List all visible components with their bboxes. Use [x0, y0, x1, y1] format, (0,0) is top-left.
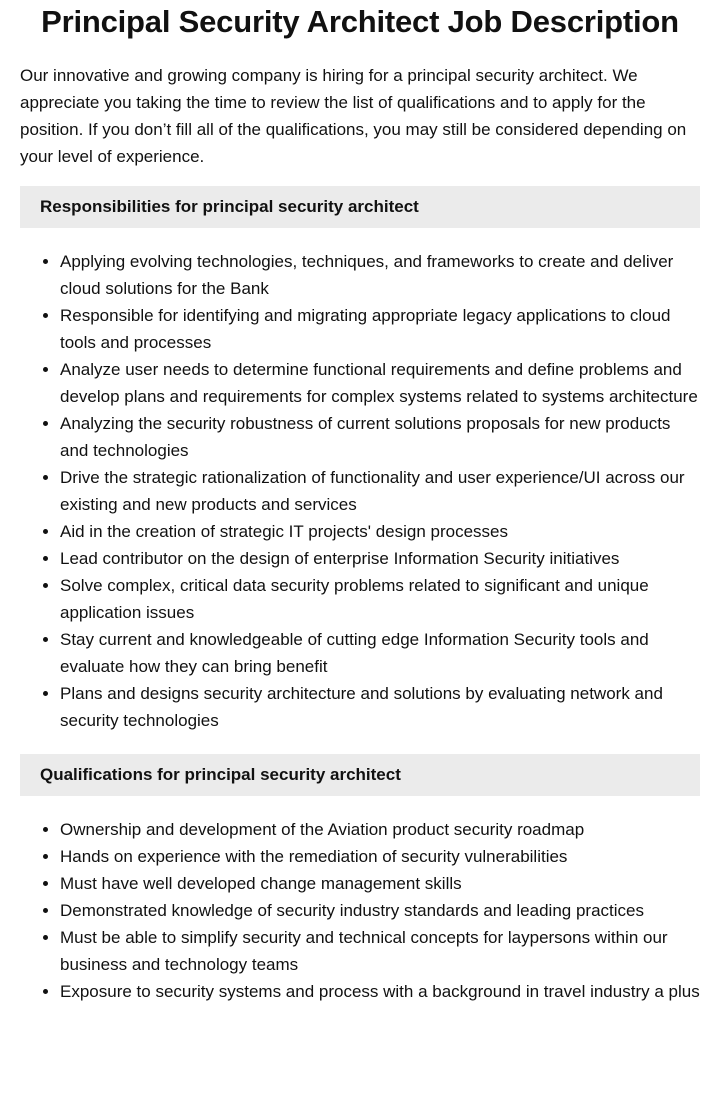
qualifications-list [20, 816, 700, 1005]
list-item: • Ownership and development of the Aviation product security roadmap [60, 816, 700, 843]
list-item: • Analyze user needs to determine functional requirements and define problems and develop plans and requirements for complex systems related to systems architecture [60, 356, 700, 410]
list-item: • Aid in the creation of strategic IT projects' design processes [60, 518, 700, 545]
intro-paragraph: Our innovative and growing company is hiring for a principal security architect. We appreciate you taking the time to review the list of qualifications and to apply for the position. If you don’t fill all of the qualifications, you may still be considered depending on your level of experience. [20, 66, 687, 166]
list-item: • Exposure to security systems and process with a background in travel industry a plus [60, 978, 700, 1005]
list-item: • Solve complex, critical data security problems related to significant and unique application issues [60, 572, 700, 626]
list-item: • Must be able to simplify security and technical concepts for laypersons within our business and technology teams [60, 924, 700, 978]
list-item: • Plans and designs security architecture and solutions by evaluating network and security technologies [60, 680, 700, 734]
responsibilities-heading: Responsibilities for principal security architect [20, 186, 700, 228]
list-item: • Analyzing the security robustness of current solutions proposals for new products and technologies [60, 410, 700, 464]
list-item: • Stay current and knowledgeable of cutting edge Information Security tools and evaluate how they can bring benefit [60, 626, 700, 680]
list-item: • Demonstrated knowledge of security industry standards and leading practices [60, 897, 700, 924]
list-item: • Lead contributor on the design of enterprise Information Security initiatives [60, 545, 700, 572]
page-title: Principal Security Architect Job Description [41, 4, 679, 39]
list-item: • Hands on experience with the remediation of security vulnerabilities [60, 843, 700, 870]
list-item: • Drive the strategic rationalization of functionality and user experience/UI across our existing and new products and services [60, 464, 700, 518]
list-item: • Must have well developed change management skills [60, 870, 700, 897]
list-item: • Responsible for identifying and migrating appropriate legacy applications to cloud tools and processes [60, 302, 700, 356]
responsibilities-list [20, 248, 700, 734]
qualifications-heading: Qualifications for principal security architect [20, 754, 700, 796]
list-item: • Applying evolving technologies, techniques, and frameworks to create and deliver cloud solutions for the Bank [60, 248, 700, 302]
